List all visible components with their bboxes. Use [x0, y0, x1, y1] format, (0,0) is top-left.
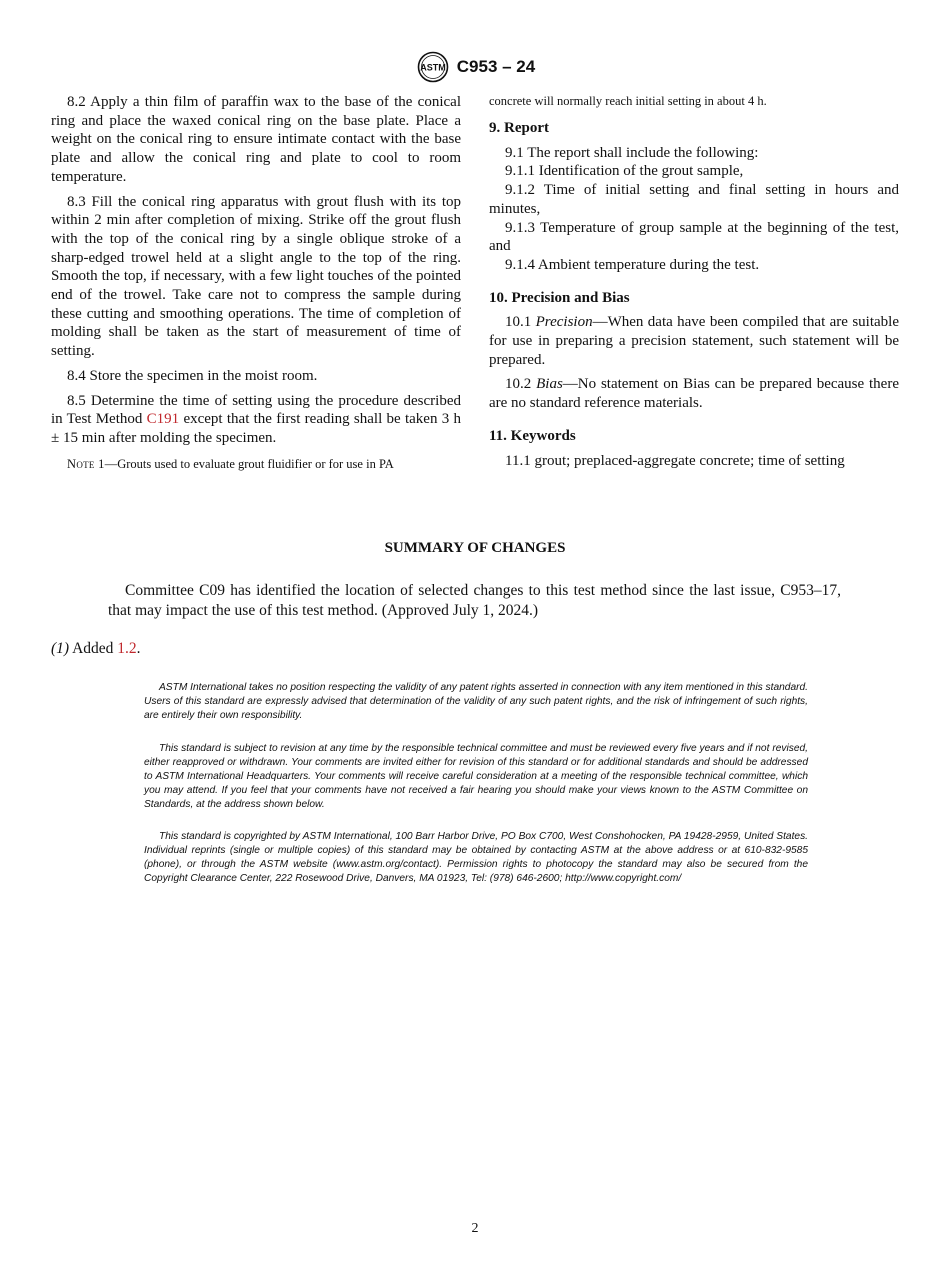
paragraph-9-1-3: 9.1.3 Temperature of group sample at the beginning of the test, and — [489, 219, 899, 255]
right-column — [489, 93, 899, 470]
change-text: Added — [69, 640, 118, 657]
page-header — [0, 50, 950, 84]
paragraph-9-1-2: 9.1.2 Time of initial setting and final setting in hours and minutes, — [489, 182, 899, 217]
c191-link[interactable]: C191 — [146, 411, 180, 428]
paragraph-8-5-text-end: except that the first reading shall be taken 3 h ± 15 min after molding the specimen. — [51, 411, 461, 446]
patent-disclaimer: ASTM International takes no position respecting the validity of any patent rights asserted in connection with any item mentioned in this standard. Users of this standard are expressly advised that determination of the validity of any such patent rights, and the risk of infringement of such rights, are entirely their own responsibility. — [144, 682, 808, 721]
paragraph-8-5 — [51, 392, 461, 448]
note-1-continued: concrete will normally reach initial setting in about 4 h. — [489, 94, 767, 108]
change-number: (1) — [51, 640, 70, 657]
logo-text: ASTM — [420, 62, 446, 73]
change-end: . — [136, 640, 141, 657]
section-1-2-link[interactable]: 1.2 — [117, 640, 137, 657]
paragraph-9-1-4: 9.1.4 Ambient temperature during the test. — [505, 256, 760, 273]
paragraph-10-1-number: 10.1 — [505, 314, 536, 331]
paragraph-8-4: 8.4 Store the specimen in the moist room. — [67, 367, 318, 384]
note-text: —Grouts used to evaluate grout fluidifier or for use in PA — [104, 456, 394, 471]
bias-term: Bias — [536, 376, 563, 393]
paragraph-11-1: 11.1 grout; preplaced-aggregate concrete; time of setting — [505, 452, 845, 469]
paragraph-10-1 — [489, 313, 899, 369]
paragraph-9-1-1: 9.1.1 Identification of the grout sample, — [505, 163, 744, 180]
revision-disclaimer: This standard is subject to revision at any time by the responsible technical committee and must be reviewed every five years and if not revised, either reapproved or withdrawn. Your comments are invited either for revision of this standard or for additional standards and should be addressed to ASTM International Headquarters. Your comments will receive careful consideration at a meeting of the responsible technical committee, which you may attend. If you feel that your comments have not received a fair hearing you should make your views known to the ASTM Committee on Standards, at the address shown below. — [144, 743, 808, 810]
standard-designation: C953 – 24 — [456, 57, 536, 76]
change-list-item — [51, 640, 141, 658]
summary-of-changes-body: Committee C09 has identified the location of selected changes to this test method since the last issue, C953–17, that may impact the use of this test method. (Approved July 1, 2024.) — [108, 582, 841, 619]
astm-logo-icon — [415, 51, 451, 83]
section-9-heading: 9. Report — [489, 120, 549, 136]
precision-term: Precision — [535, 314, 593, 331]
paragraph-8-5-text-start: 8.5 Determine the time of setting using the procedure described in Test Method — [51, 392, 461, 428]
paragraph-10-2-number: 10.2 — [505, 376, 537, 393]
paragraph-10-2-text: —No statement on Bias can be prepared because there are no standard reference materials. — [489, 376, 899, 412]
paragraph-10-1-text: —When data have been compiled that are suitable for use in preparing a precision statement, such statement will be prepared. — [489, 314, 899, 368]
summary-of-changes-title: SUMMARY OF CHANGES — [384, 540, 566, 556]
section-10-heading: 10. Precision and Bias — [489, 289, 630, 306]
page-number: 2 — [471, 1221, 479, 1236]
copyright-disclaimer: This standard is copyrighted by ASTM International, 100 Barr Harbor Drive, PO Box C700, West Conshohocken, PA 19428-2959, United States. Individual reprints (single or multiple copies) of this standard may be obtained by contacting ASTM at the above address or at 610-832-9585 (phone), or through the ASTM website (www.astm.org/contact). Permission rights to photocopy the standard may also be secured from the Copyright Clearance Center, 222 Rosewood Drive, Danvers, MA 01923, Tel: (978) 646-2600; http://www.copyright.com/ — [144, 831, 808, 884]
note-1 — [51, 456, 461, 472]
paragraph-10-2 — [489, 375, 899, 412]
section-11-heading: 11. Keywords — [489, 427, 576, 444]
paragraph-8-3: 8.3 Fill the conical ring apparatus with grout flush with its top within 2 min after completion of mixing. Strike off the grout flush with the top of the conical ring by a single oblique stroke of a sharp-edged trowel held at a slight angle to the top of the ring. Smooth the top, if necessary, with a few light touches of the pointed end of the trowel. Take care not to compress the sample during these cutting and smoothing operations. The time of completion of molding shall be taken as the start of measurement of time of setting. — [51, 193, 461, 360]
paragraph-9-1: 9.1 The report shall include the following: — [505, 144, 759, 161]
paragraph-8-2: 8.2 Apply a thin film of paraffin wax to the base of the conical ring and place the waxed conical ring on the base plate. Place a weight on the conical ring to ensure intimate contact with the base plate and allow the conical ring and plate to cool to room temperature. — [51, 94, 461, 185]
left-column — [51, 93, 461, 472]
note-label: Note 1 — [67, 456, 105, 471]
